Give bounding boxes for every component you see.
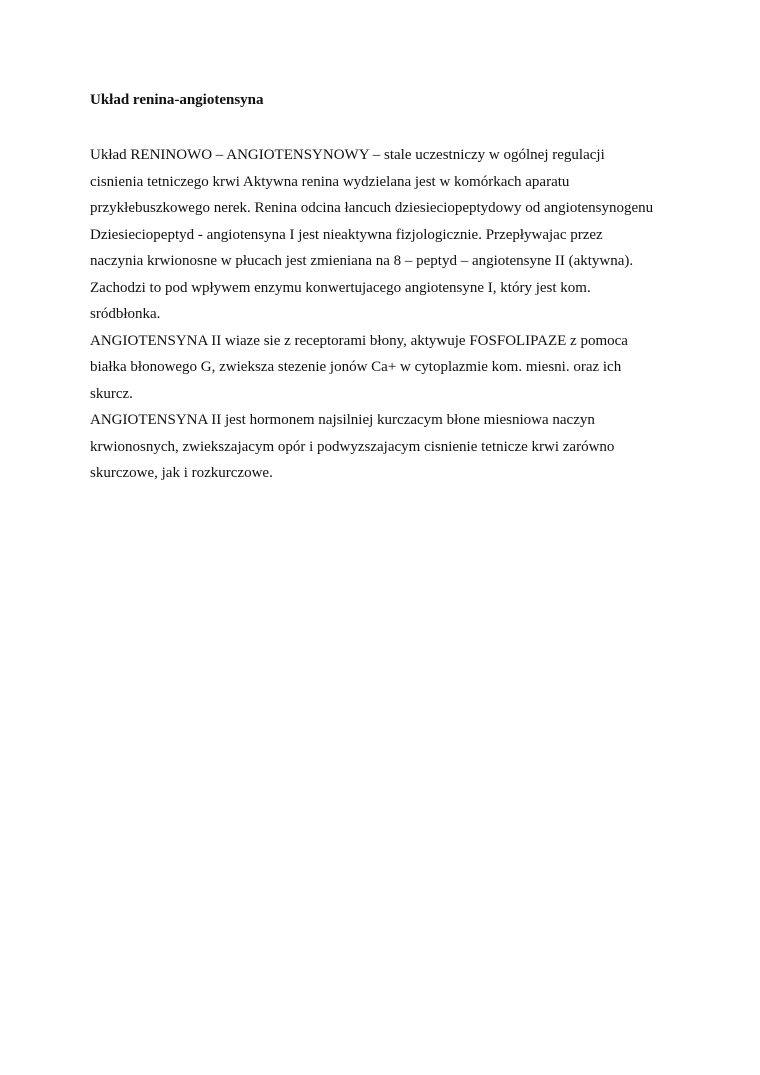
body-line: przykłebuszkowego nerek. Renina odcina łancuch dziesieciopeptydowy od angiotensynogenu — [90, 200, 654, 216]
body-line: białka błonowego G, zwieksza stezenie jonów Ca+ w cytoplazmie kom. miesni. oraz ich — [90, 359, 622, 375]
body-line: ANGIOTENSYNA II wiaze sie z receptorami błony, aktywuje FOSFOLIPAZE z pomoca — [90, 332, 628, 349]
body-line: cisnienia tetniczego krwi Aktywna renina wydzielana jest w komórkach aparatu — [90, 173, 570, 190]
body-line: Układ RENINOWO – ANGIOTENSYNOWY – stale uczestniczy w ogólnej regulacji — [90, 147, 605, 163]
body-line: ANGIOTENSYNA II jest hormonem najsilniej kurczacym błone miesniowa naczyn — [90, 412, 595, 428]
document-body — [90, 142, 690, 487]
body-line: skurczowe, jak i rozkurczowe. — [90, 465, 273, 481]
document-title: Układ renina-angiotensyna — [90, 92, 264, 108]
body-line: Zachodzi to pod wpływem enzymu konwertujacego angiotensyne I, który jest kom. — [90, 279, 591, 296]
body-line: krwionosnych, zwiekszajacym opór i podwyzszajacym cisnienie tetnicze krwi zarówno — [90, 438, 615, 455]
body-line: sródbłonka. — [90, 306, 161, 322]
body-line: skurcz. — [90, 385, 133, 402]
body-line: naczynia krwionosne w płucach jest zmieniana na 8 – peptyd – angiotensyne II (aktywna). — [90, 253, 634, 269]
body-line: Dziesieciopeptyd - angiotensyna I jest nieaktywna fizjologicznie. Przepływajac przez — [90, 226, 603, 243]
